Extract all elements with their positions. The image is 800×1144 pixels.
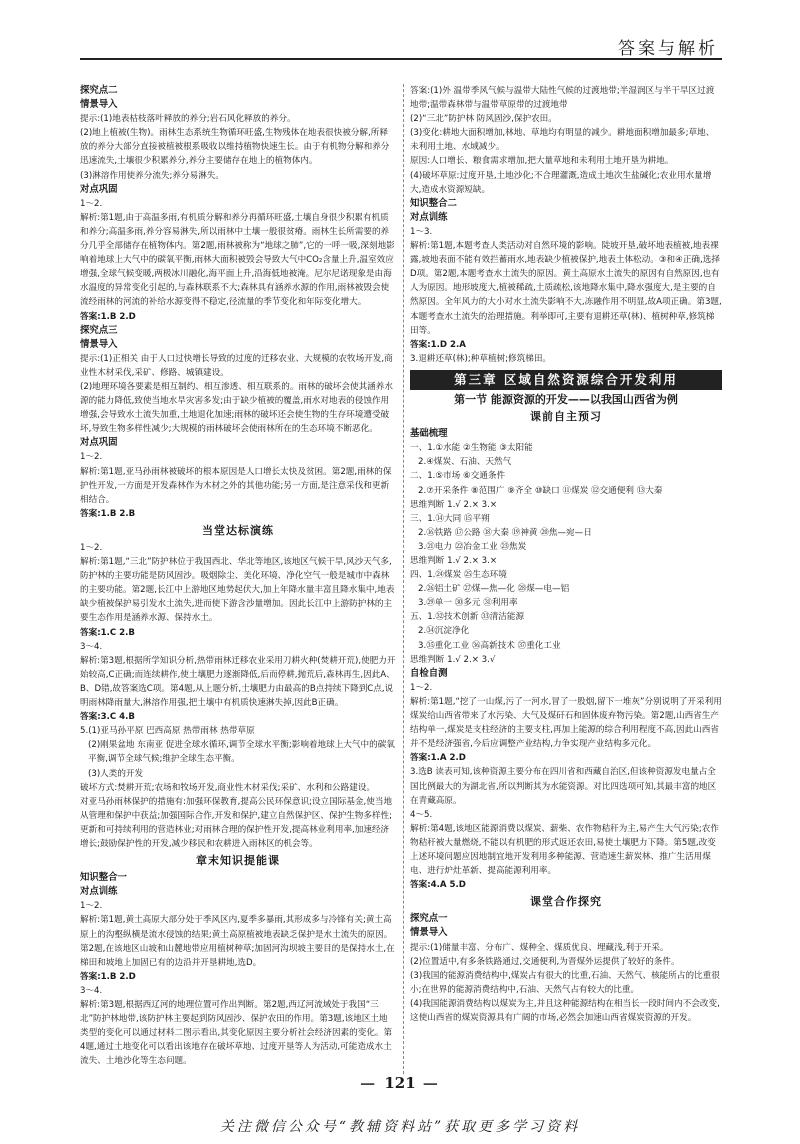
paragraph: (2)刚果盆地 东南亚 促进全球水循环,调节全球水平衡;影响着地球上大气中的碳氧平衡,调节全球气候;维护全球生态平衡。 xyxy=(88,740,395,765)
paragraph: 2.㉖铝土矿 ㉗煤—焦—化 ㉘煤—电—铝 xyxy=(418,584,570,595)
paragraph: 对亚马孙雨林保护的措施有:加强环保教育,提高公民环保意识;设立国际基金,使当地从管理和保护中获益;加强国际合作,开发和保护,建立自然保护区、保护生物多样性;更新和可持续利用的营造林业;对雨林合理的保护性开发,提高林业利用率,加速经济增长;鼓励保护性的开发,减少移民和农耕进入雨林区的机会等。 xyxy=(80,796,393,849)
paragraph: 2.㉞沉淀净化 xyxy=(418,626,470,637)
section-heading: 知识整合二 xyxy=(410,197,457,209)
paragraph: 提示:(1)地表枯枝落叶释放的养分;岩石风化释放的养分。 xyxy=(80,114,296,125)
paragraph: 1～2. xyxy=(80,901,103,912)
section-heading: 基础梳理 xyxy=(410,428,448,440)
chapter-banner: 第三章 区域自然资源综合开发利用 xyxy=(410,370,722,390)
paragraph: 5.(1)亚马孙平原 巴西高原 热带雨林 热带草原 xyxy=(80,726,255,737)
paragraph: 3～4. xyxy=(80,641,103,652)
paragraph: (2)位置适中,有多条铁路通过,交通便利,为晋煤外运提供了较好的条件。 xyxy=(410,956,680,967)
section-heading: 探究点一 xyxy=(410,913,448,925)
answer-line: 答案:1.C 2.B xyxy=(80,627,135,638)
section-heading: 探究点二 xyxy=(80,85,118,96)
paragraph: (4)破坏草原:过度开垦,土地沙化;不合理灌溉,造成土地次生盐碱化;农业用水量增大,造成水资源短缺。 xyxy=(410,170,712,195)
paragraph: (3)我国的能源消费结构中,煤炭占有很大的比重,石油、天然气、核能所占的比重很小;在世界的能源消费结构中,石油、天然气占有较大的比重。 xyxy=(410,970,720,995)
centered-heading: 课堂合作探究 xyxy=(530,895,602,909)
paragraph: 二、1.⑤市场 ⑥交通条件 xyxy=(410,471,506,482)
paragraph: 答案:(1)外 温带季风气候与温带大陆性气候的过渡地带;半湿润区与半干旱区过渡地带;温带森林带与温带草原带的过渡地带 xyxy=(410,86,715,111)
paragraph: 3.㉙单一 ㉚多元 ㉛利用率 xyxy=(418,598,518,609)
right-column xyxy=(410,84,722,1025)
paragraph: 四、1.㉔煤炭 ㉕生态环境 xyxy=(410,570,507,581)
paragraph: 解析:第1题,黄土高原大部分处于季风区内,夏季多暴雨,其形成多与冷锋有关;黄土高原上的沟壑纵横是流水侵蚀的结果;黄土高原植被地表缺乏保护是水土流失的原因。第2题,在该地区山坡和山麓地带应用植树种草;加固河沟坝坡主要目的是保持水土,在梯田和坡地上加固已有的边沿并开垦耕地,选D。 xyxy=(80,915,395,968)
left-column xyxy=(80,84,396,1068)
section-title: 第一节 能源资源的开发——以我国山西省为例 xyxy=(454,392,678,406)
paragraph: 解析:第1题,“三北”防护林位于我国西北、华北等地区,该地区气候干旱,风沙天气多,防护林的主要功能是防风固沙。吸烟除尘、美化环境、净化空气一般是城市中森林的主要功能。第2题,长江中上游地区地势起伏大,加上年降水量丰富且降水集中,地表缺少植被保护易引发水土流失,进而使下游含沙量增加。因此长江中上游防护林的主要生态作用是涵养水源、保持水土。 xyxy=(80,557,395,624)
page-number: — 121 — xyxy=(360,1074,440,1092)
centered-heading: 课前自主预习 xyxy=(530,410,602,424)
paragraph: 2.⑦开采条件 ⑧范围广 ⑨齐全 ⑩缺口 ⑪煤炭 ⑫交通便利 ⑬大秦 xyxy=(418,485,663,496)
paragraph: 思维判断 1.√ 2.× 3.√ xyxy=(410,654,496,665)
paragraph: (2)地上植被(生物)。雨林生态系统生物循环旺盛,生物残体在地表很快被分解,所释放的养分大部分直接被植被根系吸收以维持植物快速生长。由于有机物分解和养分迅速流失,土壤很少积累养分,养分主要储存在地上的植物体内。 xyxy=(80,128,390,167)
answer-line: 答案:1.A 2.D xyxy=(410,753,466,764)
header-title: 答案与解析 xyxy=(618,39,718,59)
paragraph: 3.㉟重化工业 ㊱高新技术 ㊲重化工业 xyxy=(418,640,561,651)
paragraph: 解析:第3题,根据所学知识分析,热带雨林迁移农业采用刀耕火种(焚耕开荒),使肥力开始较高,C正确;而连续耕作,使土壤肥力逐渐降低,后而停耕,抛荒后,森林再生,因此A、B、D错,故答案选C项。第4题,从上题分析,土壤肥力由最高的B点持续下降到C点,说明雨林降雨量大,淋溶作用强,把土壤中有机质快速淋失掉,因此B正确。 xyxy=(80,655,396,709)
section-heading: 对点巩固 xyxy=(80,183,118,195)
answer-line: 答案:1.B 2.D xyxy=(80,971,136,982)
paragraph: 1～2. xyxy=(80,452,103,463)
centered-heading: 章末知识提能课 xyxy=(196,854,280,868)
paragraph: (3)人类的开发 xyxy=(88,768,144,779)
paragraph: (2)“三北”防护林 防风固沙,保护农田。 xyxy=(410,114,557,125)
section-heading: 对点巩固 xyxy=(80,437,118,449)
footer-note: 关注微信公众号“教辅资料站”获取更多学习资料 xyxy=(219,1119,581,1135)
section-heading: 情景导入 xyxy=(410,927,448,939)
paragraph: 破坏方式:焚耕开荒;农场和牧场开发,商业性木材采伐;采矿、水利和公路建设。 xyxy=(80,782,376,793)
section-heading: 情景导入 xyxy=(80,338,118,350)
paragraph: 4～5. xyxy=(410,809,433,820)
paragraph: 原因:人口增长、粮食需求增加,把大量草地和未利用土地开垦为耕地。 xyxy=(410,156,674,167)
paragraph: 解析:第3题,根据西辽河的地理位置可作出判断。第2题,西辽河流域处于我国“三北”防护林地带,该防护林主要起到防风固沙、保护农田的作用。第3题,该地区土地类型的变化可以通过材料二图示看出,其变化原因主要分析社会经济因素的变化。第4题,通过土地变化可以看出该地存在破坏草地、过度开垦等人为活动,可能造成水土流失、土地沙化等生态问题。 xyxy=(80,1000,393,1067)
answer-line: 答案:1.B 2.B xyxy=(80,508,136,519)
paragraph: 2.④煤炭、石油、天然气 xyxy=(418,457,512,468)
section-heading: 知识整合一 xyxy=(80,872,127,884)
paragraph: 2.⑯铁路 ⑰公路 ⑱大秦 ⑲神黄 ⑳焦—宛—日 xyxy=(418,527,592,538)
section-heading: 情景导入 xyxy=(80,99,118,111)
paragraph: 3.退耕还草(林);种草植树;修筑梯田。 xyxy=(410,353,552,364)
paragraph: 提示:(1)储量丰富、分布广、煤种全、煤质优良、埋藏浅,利于开采。 xyxy=(410,942,669,953)
section-heading: 对点训练 xyxy=(80,886,118,898)
paragraph: (4)我国能源消费结构以煤炭为主,并且这种能源结构在相当长一段时间内不会改变,这使山西省的煤炭资源具有广阔的市场,必然会加速山西省煤炭资源的开发。 xyxy=(410,998,720,1023)
paragraph: (3)淋溶作用使养分流失;养分易淋失。 xyxy=(80,170,224,181)
page-header xyxy=(0,0,800,62)
paragraph: 解析:第4题,该地区能源消费以煤炭、薪柴、农作物秸秆为主,易产生大气污染;农作物秸秆被大量燃烧,不能以有机肥的形式返还农田,易使土壤肥力下降。第5题,改变上述环境问题应因地制宜地开发利用多种能源、营造速生薪炭林、推广生活用煤电、进行炉灶革新、提高能源利用率。 xyxy=(410,823,719,877)
paragraph: 3.选B 读表可知,该种资源主要分布在四川省和西藏自治区,但该种资源发电量占全国比例最大的为湖北省,所以判断其为水能资源。对比四选项可知,其最丰富的地区在青藏高原。 xyxy=(410,767,717,806)
header-rule xyxy=(80,58,722,60)
answer-line: 答案:1.D 2.A xyxy=(410,339,466,350)
paragraph: 解析:第1题,“挖了一山煤,污了一河水,冒了一股烟,留下一堆灰”分别说明了开采利用煤炭给山西省带来了水污染、大气及煤矸石和固体废弃物污染。第2题,山西省生产结构单一,煤炭是支柱经济的主要支柱,再加上能源的综合利用程度不高,因此山西省并不是经济强省,今后应调整产业结构,力争实现产业结构多元化。 xyxy=(410,696,722,750)
paragraph: 解析:第1题,亚马孙雨林被破坏的根本原因是人口增长太快及贫困。第2题,雨林的保护性开发,一方面是开发森林作为木材之外的其他功能;另一方面,是注意采伐和更新相结合。 xyxy=(80,466,392,505)
answer-line: 答案:3.C 4.B xyxy=(80,712,135,723)
paragraph: 1～3. xyxy=(410,226,433,237)
answer-line: 答案:1.B 2.D xyxy=(80,311,136,322)
paragraph: (3)变化:耕地大面积增加,林地、草地均有明显的减少。耕地面积增加最多;草地、未利用土地、水域减少。 xyxy=(410,128,715,153)
paragraph: 1～2. xyxy=(80,543,103,553)
column-divider xyxy=(403,84,404,1074)
paragraph: 思维判断 1.√ 2.× 3.× xyxy=(410,556,498,566)
page-number-text: 121 xyxy=(384,1074,416,1092)
centered-heading: 当堂达标演练 xyxy=(202,523,274,537)
section-heading: 自检自测 xyxy=(410,667,448,679)
paragraph: 三、1.⑭大同 ⑮平朔 xyxy=(410,513,490,524)
paragraph: 解析:第1题,本题考查人类活动对自然环境的影响。陡坡开垦,破坏地表植被,地表裸露,坡地表面不能有效拦蓄雨水,地表缺少植被保护,地表土体松动。③和④正确,选择D项。第2题,本题考查水土流失的原因。黄土高原水土流失的原因有自然原因,也有人为原因。地形坡度大,植被稀疏,土质疏松,该地降水集中,降水强度大,是主要的自然原因。全年风力的大小对水土流失影响不大,冻融作用不明显,故A项正确。第3题,本题考查水土流失的治理措施。利举即可,主要有退耕还草(林)、植树种草,修筑梯田等。 xyxy=(410,241,722,336)
answer-line: 答案:4.A 5.D xyxy=(410,880,466,891)
paragraph: 五、1.㉜技术创新 ㉝清洁能源 xyxy=(410,612,525,623)
section-heading: 对点训练 xyxy=(410,211,448,223)
paragraph: 提示:(1)正相关 由于人口过快增长导致的过度的迁移农业、大规模的农牧场开发,商业性木材采伐,采矿、修路、城镇建设。 xyxy=(80,353,393,378)
section-heading: 探究点三 xyxy=(80,324,118,336)
paragraph: 一、1.①水能 ②生物能 ③太阳能 xyxy=(410,443,533,454)
paragraph: 思维判断 1.√ 2.× 3.× xyxy=(410,499,498,510)
paragraph: 1～2. xyxy=(80,198,103,209)
paragraph: 1～2. xyxy=(410,682,433,693)
paragraph: 3.㉑电力 ㉒冶金工业 ㉓焦炭 xyxy=(418,541,527,552)
paragraph: 解析:第1题,由于高温多雨,有机质分解和养分再循环旺盛,土壤自身很少积累有机质和养分;高温多雨,养分容易淋失,所以雨林中土壤一般很贫瘠。雨林生长所需要的养分几乎全部储存在植物体内。第2题,雨林被称为“地球之肺”,它的一呼一吸,深刻地影响着地球上大气中的碳氧平衡,雨林大面积被毁会导致大气中CO₂含量上升,温室效应增强,全球气候变暖,两极冰川融化,海平面上升,沿海低地被淹。尼尔尼诺现象是由海水温度的异常变化引起的,与森林联系不大;森林具有涵养水源的作用,雨林被毁会使流经雨林的河流的补给水源变得不稳定,径流量的季节变化和年际变化增大。 xyxy=(80,212,395,308)
paragraph: (2)地理环境各要素是相互制约、相互渗透、相互联系的。雨林的破坏会使其涵养水源的能力降低,致使当地水旱灾害多发;由于缺少植被的覆盖,雨水对地表的侵蚀作用增强,会导致水土流失加重,土地退化加速;雨林的破坏还会使生物的生存环境遭受破坏,导致生物多样性减少;大规模的雨林破坏会使雨林所在的生态环境不断恶化。 xyxy=(80,381,393,435)
paragraph: 3～4. xyxy=(80,985,103,996)
